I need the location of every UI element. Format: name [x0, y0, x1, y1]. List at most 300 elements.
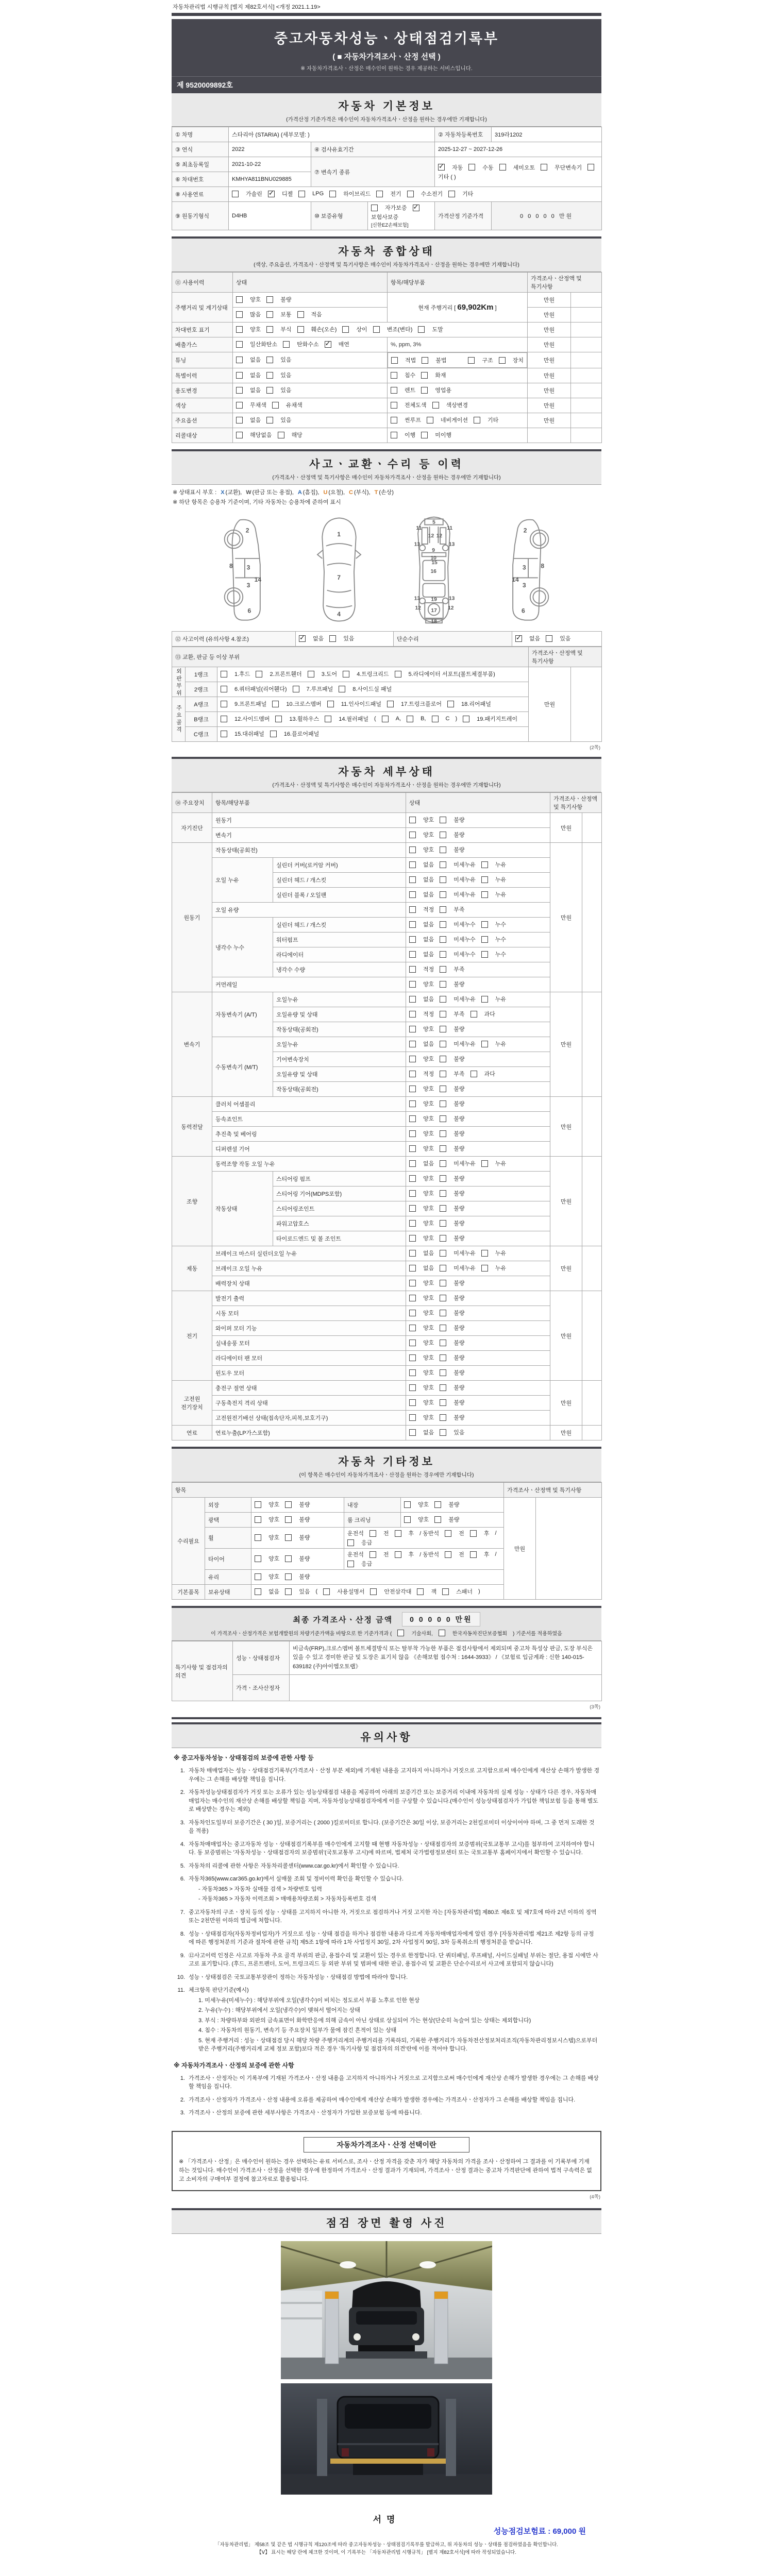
checkbox-label: 불량 [453, 1146, 465, 1153]
option-group [409, 1234, 465, 1242]
checkbox-label: 도말 [432, 327, 443, 333]
checkbox-label: 잭 [431, 1589, 437, 1596]
checkbox-label: 양호 [423, 1026, 434, 1033]
checkbox-icon [481, 891, 488, 898]
svg-text:19: 19 [431, 597, 437, 603]
price-cell: 만원 [550, 1246, 582, 1291]
item-cell: 스티어링 펌프 [273, 1172, 406, 1187]
option-group [409, 995, 506, 1003]
state-cell [406, 1261, 550, 1276]
checkbox-label: 불량 [453, 1131, 465, 1138]
checkbox-icon [298, 191, 305, 197]
checkbox-label: 누수 [495, 937, 507, 943]
option-text: 운전석 [347, 1552, 364, 1558]
column-usage: ⑪ 사용이력 [172, 273, 233, 293]
checkbox-label: 불량 [453, 1310, 465, 1317]
checkbox-icon [481, 1265, 488, 1272]
table-row [172, 413, 602, 428]
checkbox-icon [470, 1530, 477, 1537]
checkbox-label: 해당 [291, 432, 303, 439]
checkbox-icon [221, 671, 227, 677]
remark-cell [571, 398, 602, 413]
final-price-band [172, 1606, 601, 1641]
checkbox-icon [439, 1630, 445, 1636]
checkbox-label: 양호 [423, 1221, 434, 1227]
item-cell: 실린더 커버(로커암 커버) [273, 858, 406, 873]
notice-item-text: 가격조사ㆍ산정자는 이 기록부에 기재된 가격조사ㆍ산정 내용을 고지하지 아니하거나 거짓으로 고지함으로써 매수인에게 재산상 손해가 발생한 경우에는 그 손해를 배상할 책임을 집니다. [189, 2075, 599, 2090]
checkbox-label: 훼손(오손) [311, 327, 337, 333]
item-cell: 라디에이터 팬 모터 [212, 1351, 406, 1366]
option-group [236, 340, 349, 348]
option-group [409, 1219, 465, 1227]
table-row [172, 1641, 602, 1675]
checkbox-icon [266, 372, 273, 379]
performance-insurance-fee: 성능점검보험료 : 69,000 원 [493, 2527, 586, 2536]
state-cell [388, 368, 528, 383]
column-device: ⑭ 주요장치 [172, 793, 212, 813]
checkbox-icon [255, 1516, 261, 1523]
state-cell [388, 383, 528, 398]
subgroup-cell: 수동변속기 (M/T) [212, 1037, 273, 1097]
state-cell [233, 383, 388, 398]
checkbox-label: 14.필러패널 [339, 716, 369, 723]
checkbox-label: 가솔린 [246, 191, 262, 198]
inspection-photo-front-lift [281, 2241, 492, 2379]
state-cell [233, 413, 388, 428]
checkbox-icon [255, 1501, 261, 1508]
svg-text:1: 1 [337, 531, 341, 538]
rank-cell: A랭크 [186, 697, 217, 712]
price-cell: 만원 [528, 352, 571, 368]
checkbox-label: 있음 [280, 387, 292, 394]
checkbox-label: 보통 [280, 312, 292, 318]
option-group [409, 1070, 495, 1078]
checkbox-icon [434, 1501, 441, 1508]
price-cell: 만원 [528, 383, 571, 398]
notice-item-number: 8. [180, 1930, 185, 1937]
checkbox-label: 없음 [423, 922, 434, 928]
document-title: 중고자동차성능ㆍ상태점검기록부 [274, 31, 499, 46]
checkbox-label: 없음 [268, 1589, 280, 1596]
table-row [172, 127, 602, 142]
state-symbol: A [297, 489, 302, 496]
document-number: 제 9520009892호 [172, 76, 601, 93]
option-group [347, 1529, 500, 1547]
remark-cell [571, 383, 602, 398]
state-symbol: X [221, 489, 225, 496]
checkbox-icon [481, 921, 488, 928]
table-row [172, 1142, 602, 1157]
checkbox-label: 불량 [299, 1574, 310, 1581]
checkbox-icon [329, 191, 336, 197]
checkbox-icon [266, 387, 273, 394]
checkbox-label: 미세누유 [453, 1250, 476, 1257]
checkbox-icon [587, 164, 594, 171]
checkbox-icon [440, 1205, 446, 1212]
table-row [172, 1172, 602, 1187]
notice-item [174, 1788, 599, 1814]
checkbox-label: B, [421, 716, 426, 722]
usage-label-cell: 주행거리 및 계기상태 [172, 293, 233, 323]
checkbox-label: 16.플로어패널 [283, 731, 320, 738]
checkbox-label: 4.트렁크리드 [357, 671, 389, 678]
checkbox-icon [409, 1086, 416, 1092]
svg-text:17: 17 [431, 607, 437, 614]
checkbox-icon [440, 1115, 446, 1122]
option-group [299, 634, 355, 642]
checkbox-label: 없음 [529, 636, 541, 642]
remark-cell [582, 1246, 602, 1291]
checkbox-label: 양호 [423, 847, 434, 854]
checkbox-label: 색상변경 [446, 402, 468, 409]
price-cell: 만원 [528, 398, 571, 413]
checkbox-icon [440, 1190, 446, 1197]
option-group [409, 1398, 465, 1406]
field-label: ② 자동차등록번호 [435, 127, 492, 142]
car-damage-diagrams [172, 510, 601, 631]
option-text: ( [315, 1588, 318, 1595]
price-cell: 만원 [528, 368, 571, 383]
checkbox-label: 장치 [512, 358, 524, 364]
checkbox-icon [391, 372, 397, 379]
table-header-row [172, 273, 602, 293]
checkbox-icon [342, 326, 349, 333]
item-cell: 윈도우 모터 [212, 1366, 406, 1381]
option-group [236, 401, 303, 409]
checkbox-icon [382, 716, 389, 722]
state-cell [406, 1201, 550, 1216]
checkbox-icon [236, 357, 243, 363]
checkbox-label: 불량 [299, 1535, 310, 1541]
checkbox-icon [283, 341, 290, 348]
table-row [172, 1097, 602, 1112]
item-cell: 스티어링 기어(MDPS포함) [273, 1187, 406, 1201]
price-cell: 만원 [504, 1498, 536, 1600]
checkbox-icon [470, 1071, 477, 1077]
checkbox-icon [440, 891, 446, 898]
notice-item-number: 3. [180, 2110, 185, 2116]
option-group [221, 700, 491, 708]
checkbox-label: 없음 [250, 417, 261, 424]
checkbox-label: 미세누유 [453, 1041, 476, 1048]
state-symbol-label: (요철), [328, 489, 345, 496]
checkbox-icon [440, 1086, 446, 1092]
checkbox-label: 있음 [280, 417, 292, 424]
table-row [172, 1396, 602, 1411]
column-price: 가격조사ㆍ산정액 및 특기사항 [504, 1483, 602, 1498]
checkbox-icon [409, 1235, 416, 1242]
checkbox-checked-icon [325, 341, 331, 348]
option-group [409, 920, 506, 928]
checkbox-icon [404, 1501, 411, 1508]
checkbox-icon [409, 1354, 416, 1361]
checkbox-icon [409, 1280, 416, 1286]
checkbox-icon [285, 1588, 292, 1595]
checkbox-icon [397, 1630, 404, 1636]
option-group [255, 1500, 310, 1509]
checkbox-label: 많음 [250, 312, 261, 318]
state-cell [406, 1142, 550, 1157]
checkbox-label: 매연 [338, 342, 349, 348]
checkbox-label: 사용설명서 [337, 1589, 365, 1596]
warranty-insurer: [신한EZ손해보험] [371, 223, 409, 228]
field-label: ③ 연식 [172, 142, 229, 157]
item-cell: 오일 유량 [212, 903, 406, 918]
checkbox-label: 양호 [423, 1056, 434, 1063]
option-group [347, 1550, 500, 1568]
checkbox-icon [297, 326, 304, 333]
subgroup-cell: 냉각수 누수 [212, 918, 273, 977]
checkbox-label: 불량 [453, 1400, 465, 1406]
item-cell: 파워고압호스 [273, 1216, 406, 1231]
checkbox-label: 2.프론트휀더 [270, 671, 302, 678]
checkbox-label: 미세누유 [453, 892, 476, 899]
table-row [172, 858, 602, 873]
checkbox-icon [440, 1011, 446, 1018]
car-diagram-left-side [206, 514, 283, 625]
state-cell [406, 962, 550, 977]
checkbox-icon [236, 372, 243, 379]
table-row [172, 202, 602, 230]
checkbox-label: 17.트렁크플로어 [400, 701, 442, 708]
item-cell: 커먼레일 [212, 977, 406, 992]
accident-history-table [172, 631, 602, 647]
legend-note: ※ 하단 항목은 승용차 기준이며, 기타 자동차는 승용차에 준하여 표시 [173, 499, 341, 505]
checkbox-icon [409, 1399, 416, 1406]
checkbox-label: 네비게이션 [440, 417, 468, 424]
table-row [172, 1321, 602, 1336]
checkbox-icon [481, 876, 488, 883]
option-group [409, 1025, 465, 1033]
state-cell [233, 398, 388, 413]
item-cell: 원동기 [212, 813, 406, 828]
checkbox-label: 있음 [453, 1430, 465, 1436]
field-label: ⑥ 차대번호 [172, 172, 229, 187]
option-text: ) 기준서를 적용하였음 [513, 1631, 562, 1637]
checkbox-icon [417, 1588, 424, 1595]
checkbox-icon [440, 1056, 446, 1062]
checkbox-label: 수소전기 [421, 191, 443, 198]
state-cell [406, 1321, 550, 1336]
price-cell: 만원 [550, 843, 582, 992]
svg-text:10: 10 [430, 555, 436, 561]
item-cell: 변속기 [212, 828, 406, 843]
checkbox-icon [270, 731, 277, 737]
checkbox-label: 6.쿼터패널(리어휀다) [234, 686, 287, 693]
checkbox-icon [409, 1175, 416, 1182]
checkbox-icon [409, 1130, 416, 1137]
notice-item-text: 가격조사ㆍ산정자가 가격조사ㆍ산정 내용에 오류를 제공하여 매수인에게 재산상 손해가 발생한 경우에는 가격조사ㆍ산정자가 그 손해를 배상할 책임을 집니다. [189, 2096, 576, 2103]
item-cell: 오일누유 [273, 992, 406, 1007]
svg-text:14: 14 [254, 575, 262, 583]
state-cell [406, 828, 550, 843]
final-price-value: 0 0 0 0 0 만원 [402, 1612, 480, 1626]
option-group [409, 1040, 506, 1048]
notice-item-number: 5. [180, 1862, 185, 1869]
option-group [391, 354, 447, 366]
item-cell: 냉각수 수량 [273, 962, 406, 977]
form-reference: 자동차관리법 시행규칙 [별지 제82호서식] <개정 2021.1.19> [172, 1, 601, 16]
first-registration-value: 2021-10-22 [229, 157, 311, 172]
checkbox-label: 응급 [361, 1561, 373, 1567]
item-cell: 추진축 및 베어링 [212, 1127, 406, 1142]
item-cell: 디퍼렌셜 기어 [212, 1142, 406, 1157]
remark-cell [571, 293, 602, 308]
section-basic-info-header [172, 93, 601, 127]
checkbox-icon [369, 1551, 376, 1558]
notice-subitem: - 자동차365 > 자동차 이력조회 > 매매용차량조회 > 자동차등록번호 검색 [198, 1896, 377, 1902]
checkbox-label: 있음 [560, 636, 571, 642]
checkbox-icon [236, 326, 243, 333]
checkbox-label: 부족 [453, 907, 465, 913]
checkbox-label: 양호 [423, 817, 434, 824]
notice-header [172, 1722, 601, 1748]
state-cell [233, 308, 388, 323]
notice-subitem: - 자동차365 > 자동차 실매물 검색 > 차량번호 입력 [198, 1886, 322, 1892]
checkbox-icon [447, 701, 454, 707]
checkbox-icon [440, 832, 446, 838]
checkbox-label: 누유 [495, 1041, 507, 1048]
document-footer [172, 2541, 601, 2562]
option-group [409, 890, 506, 899]
state-symbol: T [374, 489, 378, 496]
checkbox-icon [409, 891, 416, 898]
option-group [409, 816, 465, 824]
checkbox-icon [440, 1071, 446, 1077]
state-cell [406, 873, 550, 888]
notice-item-number: 2. [180, 1789, 185, 1795]
rank-parts-cell [217, 727, 529, 742]
checkbox-label: 적음 [311, 312, 322, 318]
table-row [172, 1675, 602, 1701]
checkbox-icon [470, 1551, 477, 1558]
remark-cell [582, 1097, 602, 1157]
mileage-value: 69,902Km [457, 303, 494, 312]
checkbox-label: 불량 [453, 1221, 465, 1227]
checkbox-icon [440, 1175, 446, 1182]
checkbox-icon [468, 357, 475, 364]
option-group [236, 295, 292, 303]
table-row [172, 828, 602, 843]
section-basic-info-note: (가격산정 기준가격은 매수인이 자동차가격조사ㆍ산정을 원하는 경우에만 기재합니다) [286, 116, 487, 123]
rank-section-header: ⑬ 교환, 판금 등 이상 부위 [172, 647, 529, 667]
checkbox-label: 없음 [423, 937, 434, 943]
checkbox-icon [468, 164, 475, 171]
option-group [409, 1159, 506, 1167]
option-group [409, 950, 506, 958]
signature-label: 서명 [373, 2514, 400, 2524]
checkbox-label: 미세누유 [453, 862, 476, 869]
checkbox-label: 양호 [423, 1325, 434, 1332]
checkbox-label: 불량 [453, 817, 465, 824]
checkbox-label: 기술사회, [411, 1631, 433, 1637]
checkbox-icon [266, 296, 273, 303]
final-price-label: 최종 가격조사ㆍ산정 금액 [293, 1615, 393, 1624]
item-cell: 스티어링조인트 [273, 1201, 406, 1216]
device-cell: 전기 [172, 1291, 212, 1381]
checkbox-label: 미이행 [435, 432, 452, 439]
state-cell [388, 413, 528, 428]
checkbox-label: 미세누유 [453, 1265, 476, 1272]
checkbox-icon [409, 1310, 416, 1316]
item-cell: 라디에이터 [273, 947, 406, 962]
checkbox-icon [499, 164, 506, 171]
checkbox-label: 적정 [423, 907, 434, 913]
checkbox-label: 양호 [423, 1176, 434, 1182]
checkbox-label: 변조(변타) [386, 327, 413, 333]
column-price: 가격조사ㆍ산정액 및 특기사항 [550, 793, 602, 813]
checkbox-label: 부족 [453, 1011, 465, 1018]
notice-item [174, 1908, 599, 1925]
item-cell: 작동상태(공회전) [273, 1082, 406, 1097]
svg-text:13: 13 [448, 541, 455, 548]
item-cell: 실린더 헤드 / 개스킷 [273, 918, 406, 933]
checkbox-icon [339, 686, 345, 692]
checkbox-icon [236, 417, 243, 423]
section-basic-info-title: 자동차 기본정보 [338, 100, 435, 112]
checkbox-icon [255, 1573, 261, 1580]
checkbox-label: 11.인사이드패널 [341, 701, 381, 708]
option-group [255, 1515, 310, 1523]
state-cell [406, 1426, 550, 1440]
checkbox-icon [409, 951, 416, 958]
svg-text:13: 13 [414, 541, 421, 548]
option-group [409, 845, 465, 854]
device-cell: 조향 [172, 1157, 212, 1246]
checkbox-icon [297, 311, 304, 318]
field-label: ④ 검사유효기간 [311, 142, 435, 157]
checkbox-icon [546, 635, 552, 642]
checkbox-icon [236, 402, 243, 409]
state-cell [344, 1528, 504, 1549]
checkbox-icon [440, 817, 446, 823]
basic-info-table [172, 127, 602, 230]
checkbox-icon [474, 417, 480, 423]
checkbox-label: 불량 [280, 297, 292, 303]
inspector-opinion-table [172, 1641, 602, 1701]
option-group [211, 1629, 562, 1637]
table-row [172, 813, 602, 828]
remark-cell [571, 352, 602, 368]
remark-cell [571, 428, 602, 443]
checkbox-label: 불량 [453, 832, 465, 839]
checkbox-icon [255, 1588, 261, 1595]
checkbox-icon [541, 164, 547, 171]
checkbox-label: 미세누수 [453, 922, 476, 928]
price-guarantee-heading: ※ 자동차가격조사ㆍ산정의 보증에 관한 사항 [174, 2061, 294, 2069]
notice-item-number: 3. [180, 1819, 185, 1826]
checkbox-label: 미세누유 [453, 877, 476, 884]
price-cell [528, 428, 571, 443]
checkbox-label: 없음 [250, 372, 261, 379]
state-cell [406, 918, 550, 933]
option-group [409, 1114, 465, 1123]
price-appraisal-box-title: 자동차가격조사ㆍ산정 선택이란 [304, 2137, 469, 2153]
checkbox-label: 불량 [453, 1206, 465, 1212]
remark-cell [571, 337, 602, 352]
item-cell: 고전원전기배선 상태(접속단자,피복,보호기구) [212, 1411, 406, 1426]
usage-label-cell: 리콜대상 [172, 428, 233, 443]
option-group [409, 1338, 465, 1347]
state-cell [406, 1396, 550, 1411]
checkbox-label: 있음 [280, 372, 292, 379]
svg-text:6: 6 [247, 607, 251, 615]
state-cell [406, 1007, 550, 1022]
checkbox-icon [409, 1145, 416, 1152]
table-row [172, 1411, 602, 1426]
option-group [236, 310, 322, 318]
device-cell: 동력전달 [172, 1097, 212, 1157]
